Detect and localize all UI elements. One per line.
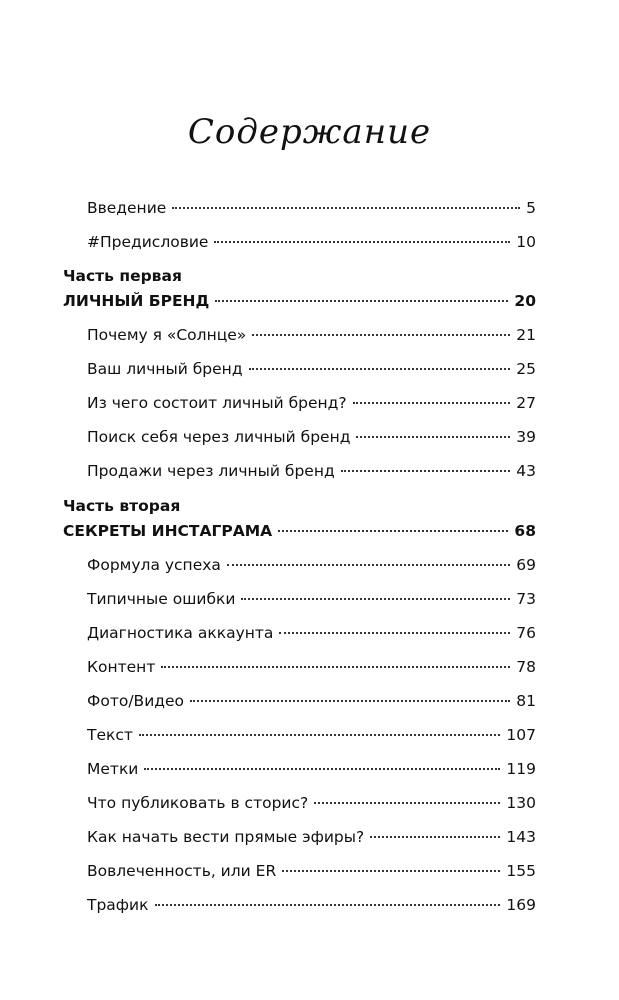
toc-entry-label: Ваш личный бренд (87, 360, 243, 378)
toc-entry-label: Диагностика аккаунта (87, 624, 274, 642)
dot-leader (190, 700, 510, 702)
toc-section (63, 521, 536, 541)
toc-entry-page: 73 (516, 590, 536, 608)
toc-entry-page: 107 (506, 726, 536, 744)
dot-leader (214, 241, 510, 243)
toc-entry-page: 39 (516, 428, 536, 446)
toc-entry-label: #Предисловие (87, 233, 209, 251)
part-heading: Часть вторая (63, 497, 181, 515)
toc-entry-page: 78 (516, 658, 536, 676)
dot-leader (249, 368, 511, 370)
dot-leader (370, 836, 500, 838)
toc-entry (87, 589, 536, 609)
toc-entry (87, 427, 536, 447)
toc-entry-page: 76 (516, 624, 536, 642)
dot-leader (155, 904, 501, 906)
toc-section-page: 68 (514, 522, 536, 540)
toc-entry-page: 69 (516, 556, 536, 574)
toc-entry (87, 461, 536, 481)
dot-leader (356, 436, 510, 438)
toc-entry (87, 793, 536, 813)
toc-entry (87, 623, 536, 643)
toc-entry (87, 657, 536, 677)
dot-leader (144, 768, 500, 770)
page-title: Содержание (187, 112, 432, 152)
toc-entry (87, 861, 536, 881)
toc-entry-label: Вовлеченность, или ER (87, 862, 277, 880)
toc-entry-page: 43 (516, 462, 536, 480)
toc-entry-label: Контент (87, 658, 156, 676)
toc-entry-page: 25 (516, 360, 536, 378)
toc-entry-label: Почему я «Солнце» (87, 326, 247, 344)
dot-leader (353, 402, 511, 404)
toc-entry (87, 232, 536, 252)
toc-entry-page: 21 (516, 326, 536, 344)
toc-entry (87, 827, 536, 847)
toc-entry-page: 27 (516, 394, 536, 412)
toc-entry-label: Введение (87, 199, 167, 217)
toc-entry (87, 759, 536, 779)
toc-entry-label: Текст (87, 726, 133, 744)
toc-entry (87, 555, 536, 575)
toc-section-page: 20 (514, 292, 536, 310)
toc-entry-page: 119 (506, 760, 536, 778)
toc-entry (87, 393, 536, 413)
toc-entry-page: 5 (526, 199, 536, 217)
toc-entry-page: 169 (506, 896, 536, 914)
toc-entry (87, 198, 536, 218)
toc-entry (87, 359, 536, 379)
toc-entry-label: Что публиковать в сторис? (87, 794, 309, 812)
toc-entry-page: 81 (516, 692, 536, 710)
toc-entry-label: Метки (87, 760, 139, 778)
dot-leader (227, 564, 510, 566)
dot-leader (282, 870, 500, 872)
dot-leader (172, 207, 520, 209)
toc-entry (87, 725, 536, 745)
toc-section-label: ЛИЧНЫЙ БРЕНД (63, 292, 210, 310)
toc-entry-label: Как начать вести прямые эфиры? (87, 828, 365, 846)
toc-entry-page: 155 (506, 862, 536, 880)
dot-leader (341, 470, 511, 472)
toc-entry-page: 143 (506, 828, 536, 846)
dot-leader (314, 802, 500, 804)
dot-leader (215, 300, 508, 302)
part-heading: Часть первая (63, 267, 182, 285)
toc-section-label: СЕКРЕТЫ ИНСТАГРАМА (63, 522, 273, 540)
toc-entry (87, 691, 536, 711)
toc-entry-page: 10 (516, 233, 536, 251)
toc-entry-label: Поиск себя через личный бренд (87, 428, 351, 446)
dot-leader (161, 666, 510, 668)
dot-leader (252, 334, 510, 336)
dot-leader (278, 530, 508, 532)
dot-leader (139, 734, 500, 736)
toc-entry-label: Из чего состоит личный бренд? (87, 394, 347, 412)
toc-section (63, 291, 536, 311)
dot-leader (279, 632, 510, 634)
toc-entry-label: Формула успеха (87, 556, 221, 574)
toc-entry-page: 130 (506, 794, 536, 812)
toc-entry-label: Фото/Видео (87, 692, 185, 710)
toc-entry-label: Типичные ошибки (87, 590, 236, 608)
toc-entry-label: Трафик (87, 896, 149, 914)
toc-entry (87, 325, 536, 345)
dot-leader (241, 598, 510, 600)
toc-entry-label: Продажи через личный бренд (87, 462, 335, 480)
toc-entry (87, 895, 536, 915)
